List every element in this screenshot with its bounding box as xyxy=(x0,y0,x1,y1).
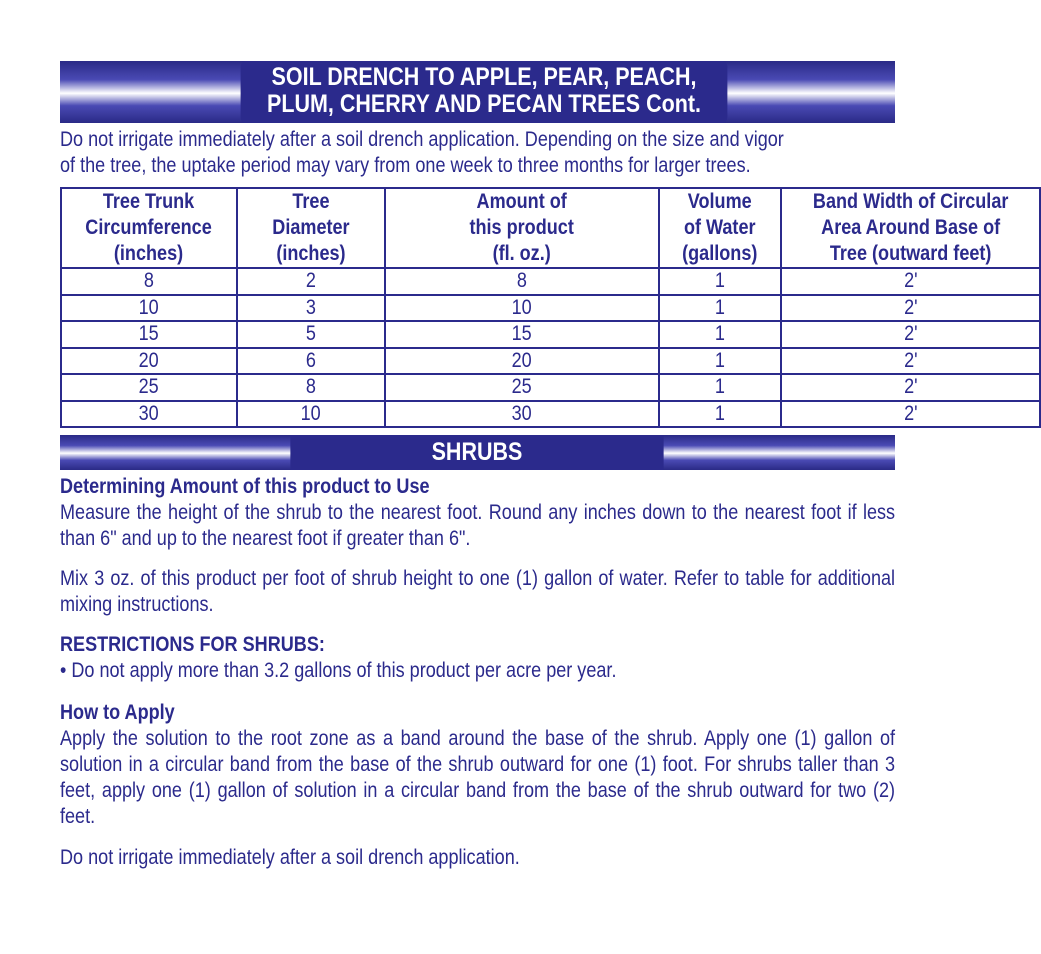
table-row xyxy=(61,374,1040,401)
table-row xyxy=(61,295,1040,322)
header-product-amount: Amount of this product (fl. oz.) xyxy=(385,188,659,268)
table-cell: 1 xyxy=(659,374,781,401)
section-title-line2: PLUM, CHERRY AND PECAN TREES Cont. xyxy=(266,90,702,118)
table-cell: 8 xyxy=(61,268,237,295)
table-cell: 1 xyxy=(659,348,781,375)
header-tree-diameter: Tree Diameter (inches) xyxy=(237,188,385,268)
table-cell: 6 xyxy=(237,348,385,375)
table-cell: 2' xyxy=(781,401,1040,428)
header-water-volume: Volume of Water (gallons) xyxy=(659,188,781,268)
section-banner-shrubs xyxy=(60,435,895,470)
table-cell: 2' xyxy=(781,268,1040,295)
table-cell: 1 xyxy=(659,295,781,322)
table-cell: 15 xyxy=(385,321,659,348)
determining-text: Measure the height of the shrub to the nearest foot. Round any inches down to the nearest foot if less than 6" and up to the nearest foot if greater than 6". xyxy=(60,501,896,550)
table-cell: 3 xyxy=(237,295,385,322)
restrictions-item: • Do not apply more than 3.2 gallons of this product per acre per year. xyxy=(60,659,617,682)
table-header-row xyxy=(61,188,1040,268)
table-cell: 8 xyxy=(385,268,659,295)
table-cell: 10 xyxy=(385,295,659,322)
how-to-apply-heading: How to Apply xyxy=(60,701,175,724)
header-band-width: Band Width of Circular Area Around Base of Tree (outward feet) xyxy=(781,188,1040,268)
section-banner-trees xyxy=(60,61,895,123)
table-cell: 1 xyxy=(659,401,781,428)
trees-intro-line1: Do not irrigate immediately after a soil drench application. Depending on the size and vigor xyxy=(60,128,784,151)
trees-intro xyxy=(60,127,784,179)
table-cell: 10 xyxy=(237,401,385,428)
table-cell: 20 xyxy=(385,348,659,375)
trees-intro-line2: of the tree, the uptake period may vary from one week to three months for larger trees. xyxy=(60,154,751,177)
table-cell: 5 xyxy=(237,321,385,348)
final-note: Do not irrigate immediately after a soil drench application. xyxy=(60,846,520,869)
header-trunk-circumference: Tree Trunk Circumference (inches) xyxy=(61,188,237,268)
table-cell: 30 xyxy=(61,401,237,428)
table-row xyxy=(61,321,1040,348)
table-cell: 1 xyxy=(659,268,781,295)
tree-dosage-table xyxy=(60,187,1041,428)
section-title-trees xyxy=(241,61,728,123)
table-row xyxy=(61,348,1040,375)
table-cell: 25 xyxy=(61,374,237,401)
determining-heading: Determining Amount of this product to Use xyxy=(60,475,430,498)
table-cell: 20 xyxy=(61,348,237,375)
table-cell: 10 xyxy=(61,295,237,322)
section-title-shrubs: SHRUBS xyxy=(290,435,663,470)
table-cell: 2' xyxy=(781,348,1040,375)
how-to-apply-text: Apply the solution to the root zone as a band around the base of the shrub. Apply one (1) gallon of solution in a circular band from the base of the shrub outward for one (1) foot. For shrubs taller than 3 feet, apply one (1) gallon of solution in a circular band from the base of the shrub outward for two (2) feet. xyxy=(60,727,896,828)
table-cell: 2' xyxy=(781,321,1040,348)
table-row xyxy=(61,401,1040,428)
section-title-line1: SOIL DRENCH TO APPLE, PEAR, PEACH, xyxy=(271,63,697,91)
table-cell: 15 xyxy=(61,321,237,348)
table-row xyxy=(61,268,1040,295)
table-cell: 2' xyxy=(781,374,1040,401)
table-cell: 8 xyxy=(237,374,385,401)
table-cell: 25 xyxy=(385,374,659,401)
table-cell: 1 xyxy=(659,321,781,348)
table-cell: 2 xyxy=(237,268,385,295)
restrictions-heading: RESTRICTIONS FOR SHRUBS: xyxy=(60,633,325,656)
mix-text: Mix 3 oz. of this product per foot of shrub height to one (1) gallon of water. Refer to table for additional mixing instructions. xyxy=(60,567,896,616)
table-cell: 30 xyxy=(385,401,659,428)
table-cell: 2' xyxy=(781,295,1040,322)
